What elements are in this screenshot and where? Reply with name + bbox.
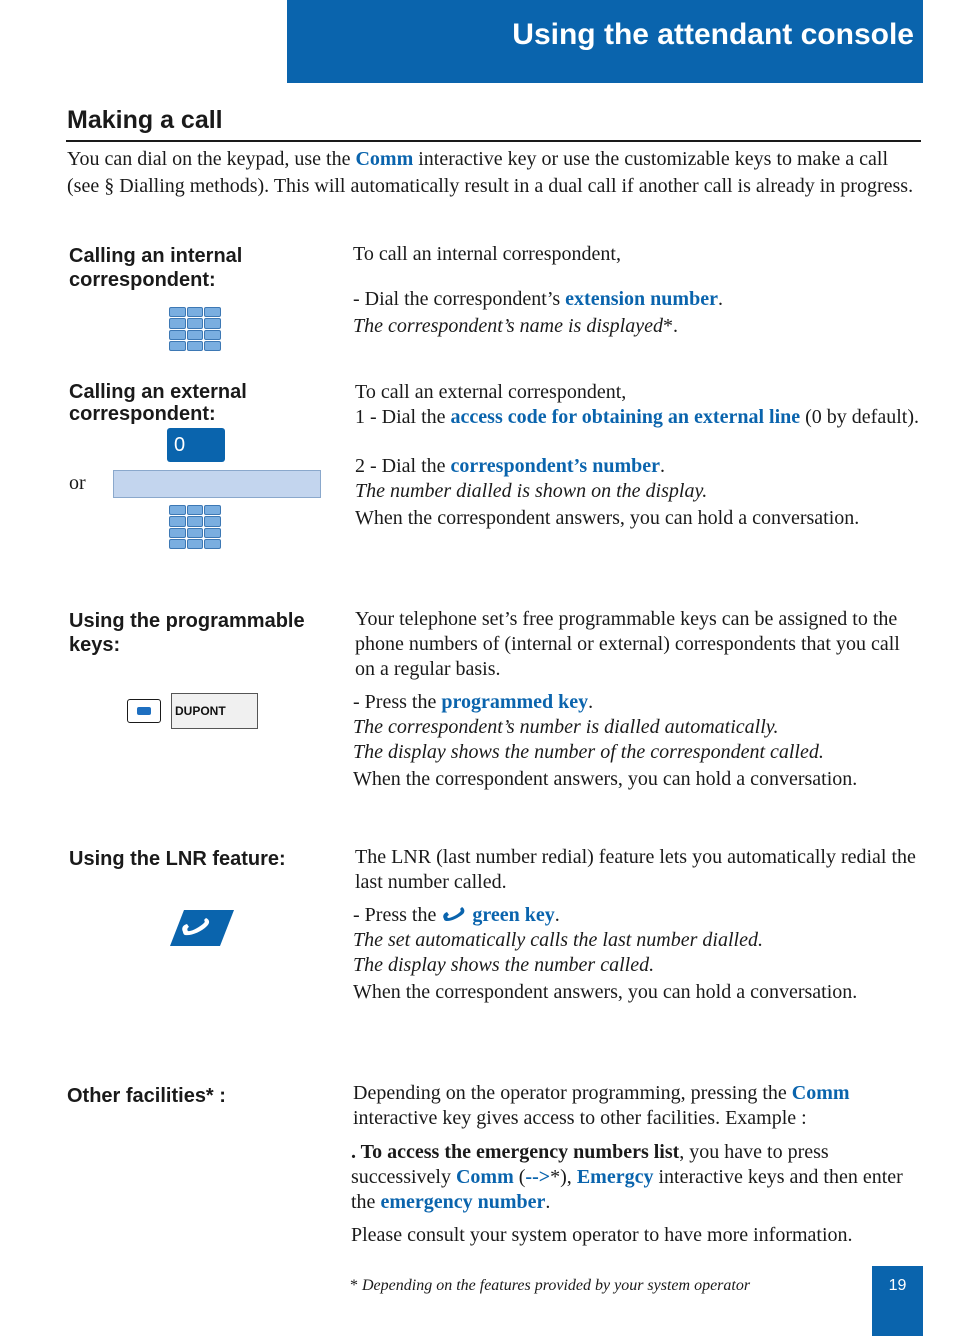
zero-key[interactable]: 0 (167, 428, 225, 462)
led-icon (137, 707, 151, 715)
external-text: To call an external correspondent, 1 - Dial the access code for obtaining an external line (0 by default). 2 - Dial the correspondent’s number. The number dialled is shown on the display. When the correspondent answers, you can hold a conversation. (355, 381, 919, 529)
label-internal: Calling an internal correspondent: (69, 245, 243, 291)
or-text: or (69, 472, 86, 494)
programmable-steps: - Press the programmed key. The correspondent’s number is dialled automatically. The display shows the number of the correspondent called. When the correspondent answers, you can hold a conversation. (353, 691, 858, 790)
keypad-icon (169, 505, 221, 549)
label-external: Calling an external correspondent: (69, 381, 247, 425)
keypad-icon (169, 307, 221, 351)
other-emergency: . To access the emergency numbers list, you have to press successively Comm (-->*), Emergcy interactive keys and then enter the emergency number. Please consult your system operator to have more information. (351, 1141, 903, 1246)
section-title: Making a call (67, 106, 223, 134)
internal-text: To call an internal correspondent, - Dial the correspondent’s extension number. The correspondent’s name is displayed*. (353, 243, 723, 337)
green-key-handset-icon[interactable] (170, 910, 234, 946)
page-number: 19 (872, 1266, 923, 1336)
comm-key-ref: Comm (355, 148, 414, 170)
label-other: Other facilities* : (67, 1085, 226, 1107)
footnote: * Depending on the features provided by your system operator (350, 1277, 751, 1294)
page-header-title: Using the attendant console (512, 18, 914, 51)
label-lnr: Using the LNR feature: (69, 848, 286, 870)
display-screen (113, 470, 321, 498)
programmable-key-dupont[interactable]: DUPONT (171, 693, 258, 729)
other-intro: Depending on the operator programming, pressing the Comm interactive key gives access to other facilities. Example : (353, 1082, 850, 1129)
lnr-steps: - Press the green key. The set automatically calls the last number dialled. The display shows the number called. When the correspondent answers, you can hold a conversation. (353, 904, 858, 1003)
handset-icon (441, 906, 467, 922)
programmable-text: Your telephone set’s free programmable keys can be assigned to the phone numbers of (internal or external) correspondents that you call on a regular basis. (355, 608, 900, 680)
programmable-key-led[interactable] (127, 699, 161, 723)
label-programmable: Using the programmable keys: (69, 610, 305, 656)
intro-paragraph: You can dial on the keypad, use the Comm interactive key or use the customizable keys to make a call (see § Dialling methods). This will automatically result in a dual call if another call is already in progress. (67, 148, 914, 197)
section-rule (66, 140, 921, 142)
lnr-text: The LNR (last number redial) feature lets you automatically redial the last number called. (355, 846, 916, 893)
